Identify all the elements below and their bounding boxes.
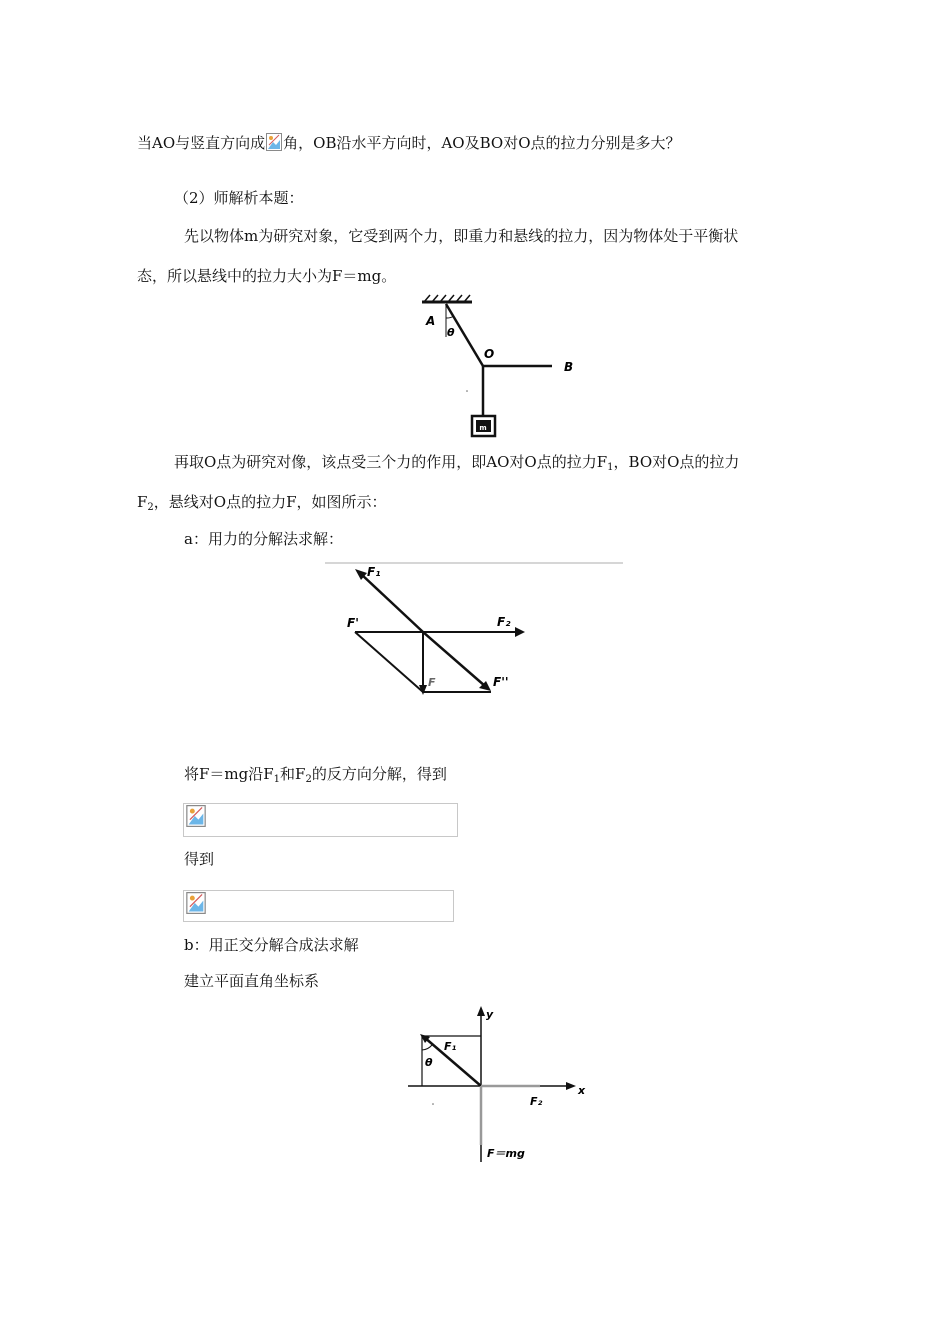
paragraph-2-line-1: 再取O点为研究对像，该点受三个力的作用，即AO对O点的拉力$F_1$，BO对O点的拉力 bbox=[174, 453, 740, 473]
question-text-1: 当AO与竖直方向成 bbox=[137, 134, 266, 152]
result-label: 得到 bbox=[184, 850, 215, 868]
axis-label-y: y bbox=[486, 1008, 494, 1021]
label-F-mg: F＝mg bbox=[487, 1147, 525, 1160]
question-text-2: 角，OB沿水平方向时，AO及BO对O点的拉力分别是多大？ bbox=[283, 134, 681, 152]
paragraph-2-line-2: $F_2$，悬线对O点的拉力F，如图所示： bbox=[137, 493, 387, 513]
label-F1: F₁ bbox=[367, 565, 381, 579]
method-b-heading: b：用正交分解合成法求解 bbox=[184, 936, 359, 954]
label-F-double-prime: F'' bbox=[493, 675, 509, 689]
method-a-heading: a：用力的分解法求解： bbox=[184, 530, 343, 548]
label-F2: F₂ bbox=[497, 615, 511, 629]
figure-orthogonal-decomposition bbox=[400, 1000, 600, 1170]
label-F-prime: F' bbox=[347, 616, 359, 630]
broken-image-icon bbox=[186, 805, 206, 827]
equation-image-1 bbox=[183, 803, 458, 837]
figure-force-decomposition bbox=[325, 560, 625, 700]
paragraph-1-line-1: 先以物体m为研究对象，它受到两个力，即重力和悬线的拉力，因为物体处于平衡状 bbox=[184, 227, 739, 245]
decompose-text: 将F＝mg沿$F_1$和$F_2$的反方向分解，得到 bbox=[184, 765, 447, 785]
label-F2: F₂ bbox=[530, 1095, 543, 1108]
label-B: B bbox=[564, 360, 574, 374]
axis-label-x: x bbox=[578, 1084, 586, 1097]
paragraph-1-line-2: 态，所以悬线中的拉力大小为F＝mg。 bbox=[137, 267, 397, 285]
broken-image-icon bbox=[186, 892, 206, 914]
label-F1: F₁ bbox=[444, 1040, 457, 1053]
label-m: m bbox=[479, 424, 487, 432]
figure-hanging-mass bbox=[410, 292, 580, 442]
question-line bbox=[137, 133, 681, 153]
equation-image-2 bbox=[183, 890, 454, 922]
label-theta: θ bbox=[447, 326, 455, 339]
label-F: F bbox=[428, 676, 436, 689]
label-theta: θ bbox=[425, 1056, 433, 1069]
label-A: A bbox=[426, 314, 436, 328]
analysis-heading: （2）师解析本题： bbox=[174, 189, 304, 207]
broken-image-icon bbox=[266, 133, 282, 151]
coordinate-system-text: 建立平面直角坐标系 bbox=[184, 972, 320, 990]
label-O: O bbox=[484, 347, 495, 361]
